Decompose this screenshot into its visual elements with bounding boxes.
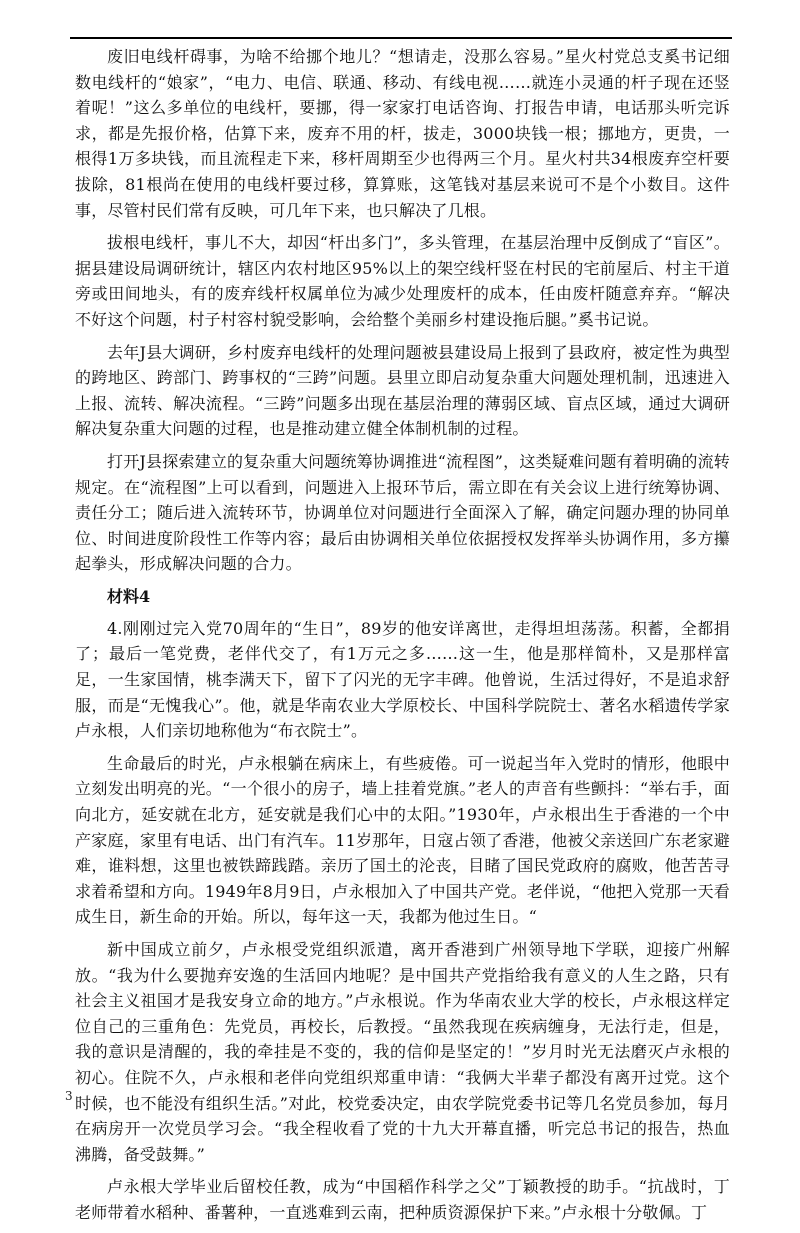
paragraph: 新中国成立前夕，卢永根受党组织派遣，离开香港到广州领导地下学联，迎接广州解放。“我为什么要抛弃安逸的生活回内地呢？是中国共产党指给我有意义的人生之路，只有社会主义祖国才是我安身立命的地方。”卢永根说。作为华南农业大学的校长，卢永根这样定位自己的三重角色：先党员，再校长，后教授。“虽然我现在疾病缠身，无法行走，但是，我的意识是清醒的，我的牵挂是不变的，我的信仰是坚定的！”岁月时光无法磨灭卢永根的初心。住院不久，卢永根和老伴向党组织郑重申请：“我俩大半辈子都没有离开过党。这个时候，也不能没有组织生活。”对此，校党委决定，由农学院党委书记等几名党员参加，每月在病房开一次党员学习会。“我全程收看了党的十九大开幕直播，听完总书记的报告，热血沸腾，备受鼓舞。” (75, 940, 730, 1164)
paragraph: 废旧电线杆碍事，为啥不给挪个地儿？“想请走，没那么容易。”星火村党总支奚书记细数电线杆的“娘家”，“电力、电信、联通、移动、有线电视……就连小灵通的杆子现在还竖着呢！”这么多单位的电线杆，要挪，得一家家打电话咨询、打报告申请，电话那头听完诉求，都是先报价格，估算下来，废弃不用的杆，拔走，3000块钱一根；挪地方，更贵，一根得1万多块钱，而且流程走下来，移杆周期至少也得两三个月。星火村共34根废弃空杆要拔除，81根尚在使用的电线杆要过移，算算账，这笔钱对基层来说可不是个小数目。这件事，尽管村民们常有反映，可几年下来，也只解决了几根。 (75, 47, 730, 220)
paragraph: 4.刚刚过完入党70周年的“生日”，89岁的他安详离世，走得坦坦荡荡。积蓄，全都捐了；最后一笔党费，老伴代交了，有1万元之多……这一生，他是那样简朴，又是那样富足，一生家国情，桃李满天下，留下了闪光的无字丰碑。他曾说，生活过得好，不是追求舒服，而是“无愧我心”。他，就是华南农业大学原校长、中国科学院院士、著名水稻遗传学家卢永根，人们亲切地称他为“布衣院士”。 (75, 618, 730, 741)
document-body (75, 44, 730, 1233)
header-rule (70, 37, 732, 39)
paragraph: 拔根电线杆，事儿不大，却因“杆出多门”，多头管理，在基层治理中反倒成了“盲区”。据县建设局调研统计，辖区内农村地区95%以上的架空线杆竖在村民的宅前屋后、村主干道旁或田间地头，有的废弃线杆权属单位为减少处理废杆的成本，任由废杆随意弃弃。“解决不好这个问题，村子村容村貌受影响，会给整个美丽乡村建设拖后腿。”奚书记说。 (75, 233, 730, 329)
paragraph: 卢永根大学毕业后留校任教，成为“中国稻作科学之父”丁颖教授的助手。“抗战时，丁老师带着水稻种、番薯种，一直逃难到云南，把种质资源保护下来。”卢永根十分敬佩。丁 (75, 1177, 730, 1222)
paragraph: 打开J县探索建立的复杂重大问题统筹协调推进“流程图”，这类疑难问题有着明确的流转规定。在“流程图”上可以看到，问题进入上报环节后，需立即在有关会议上进行统筹协调、责任分工；随后进入流转环节，协调单位对问题进行全面深入了解，确定问题办理的协同单位、时间进度阶段性工作等内容；最后由协调相关单位依据授权发挥举头协调作用，多方攥起拳头，形成解决问题的合力。 (75, 451, 730, 574)
paragraph: 去年J县大调研，乡村废弃电线杆的处理问题被县建设局上报到了县政府，被定性为典型的跨地区、跨部门、跨事权的“三跨”问题。县里立即启动复杂重大问题处理机制，迅速进入上报、流转、解决流程。“三跨”问题多出现在基层治理的薄弱区域、盲点区域，通过大调研解决复杂重大问题的过程，也是推动建立健全体制机制的过程。 (75, 342, 730, 439)
paragraph: 生命最后的时光，卢永根躺在病床上，有些疲倦。可一说起当年入党时的情形，他眼中立刻发出明亮的光。“一个很小的房子，墙上挂着党旗。”老人的声音有些颤抖：“举右手，面向北方，延安就在北方，延安就是我们心中的太阳。”1930年，卢永根出生于香港的一个中产家庭，家里有电话、出门有汽车。11岁那年，日寇占领了香港，他被父亲送回广东老家避难，谁料想，这里也被铁蹄践踏。亲历了国土的沦丧，目睹了国民党政府的腐败，他苦苦寻求着希望和方向。1949年8月9日，卢永根加入了中国共产党。老伴说，“他把入党那一天看成生日，新生命的开始。所以，每年这一天，我都为他过生日。“ (75, 753, 730, 927)
section-heading: 材料4 (107, 586, 151, 606)
page-number: 3 (65, 1089, 73, 1103)
